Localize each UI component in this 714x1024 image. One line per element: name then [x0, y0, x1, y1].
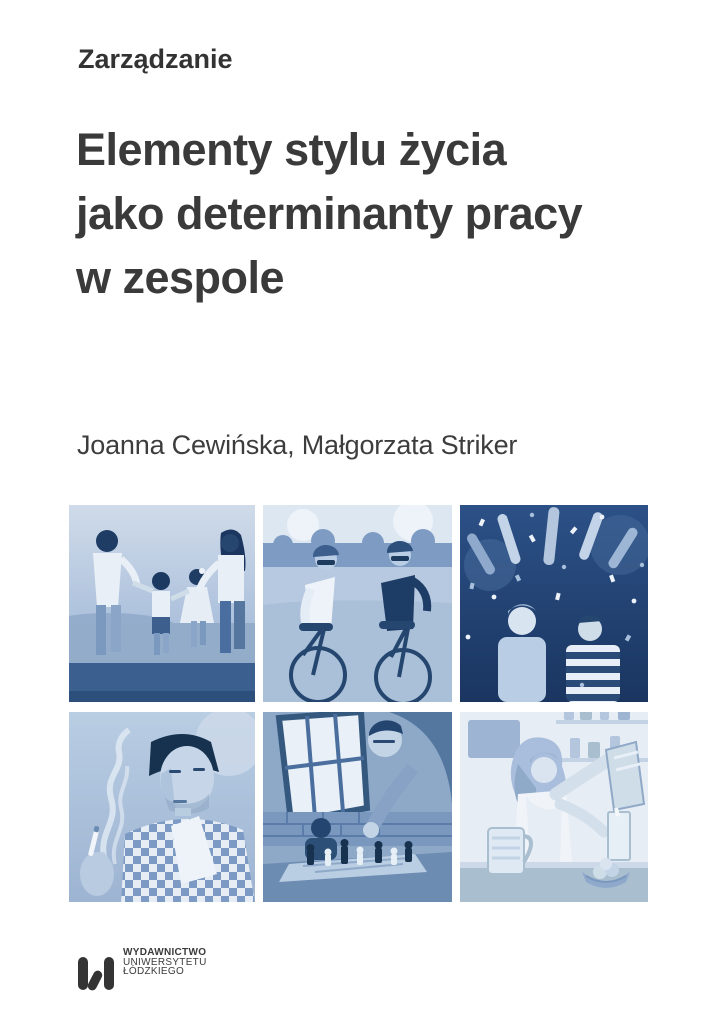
kitchen-pouring-image — [460, 712, 648, 902]
title-line-2: jako determinanty pracy — [76, 188, 583, 239]
chess-players-photo — [263, 712, 452, 902]
smoking-man-image — [69, 712, 255, 902]
photo-grid — [69, 505, 648, 902]
cycling-couple-image — [263, 505, 452, 702]
university-of-lodz-press-mark-icon — [78, 957, 116, 991]
publisher-name — [123, 948, 207, 977]
kitchen-pouring-photo — [460, 712, 648, 902]
family-beach-photo — [69, 505, 255, 702]
smoking-man-photo — [69, 712, 255, 902]
publisher-line-3: ŁÓDZKIEGO — [123, 966, 185, 978]
publisher-logo — [78, 948, 207, 991]
publisher-line-2: UNIWERSYTETU — [123, 956, 207, 968]
book-title — [76, 118, 582, 310]
cycling-couple-photo — [263, 505, 452, 702]
party-confetti-photo — [460, 505, 648, 702]
publisher-line-1: WYDAWNICTWO — [123, 947, 207, 958]
authors-line: Joanna Cewińska, Małgorzata Striker — [77, 430, 518, 460]
family-beach-image — [69, 505, 255, 702]
series-label: Zarządzanie — [78, 44, 233, 74]
title-line-1: Elementy stylu życia — [76, 124, 507, 175]
title-line-3: w zespole — [76, 252, 285, 303]
party-confetti-image — [460, 505, 648, 702]
chess-players-image — [263, 712, 452, 902]
